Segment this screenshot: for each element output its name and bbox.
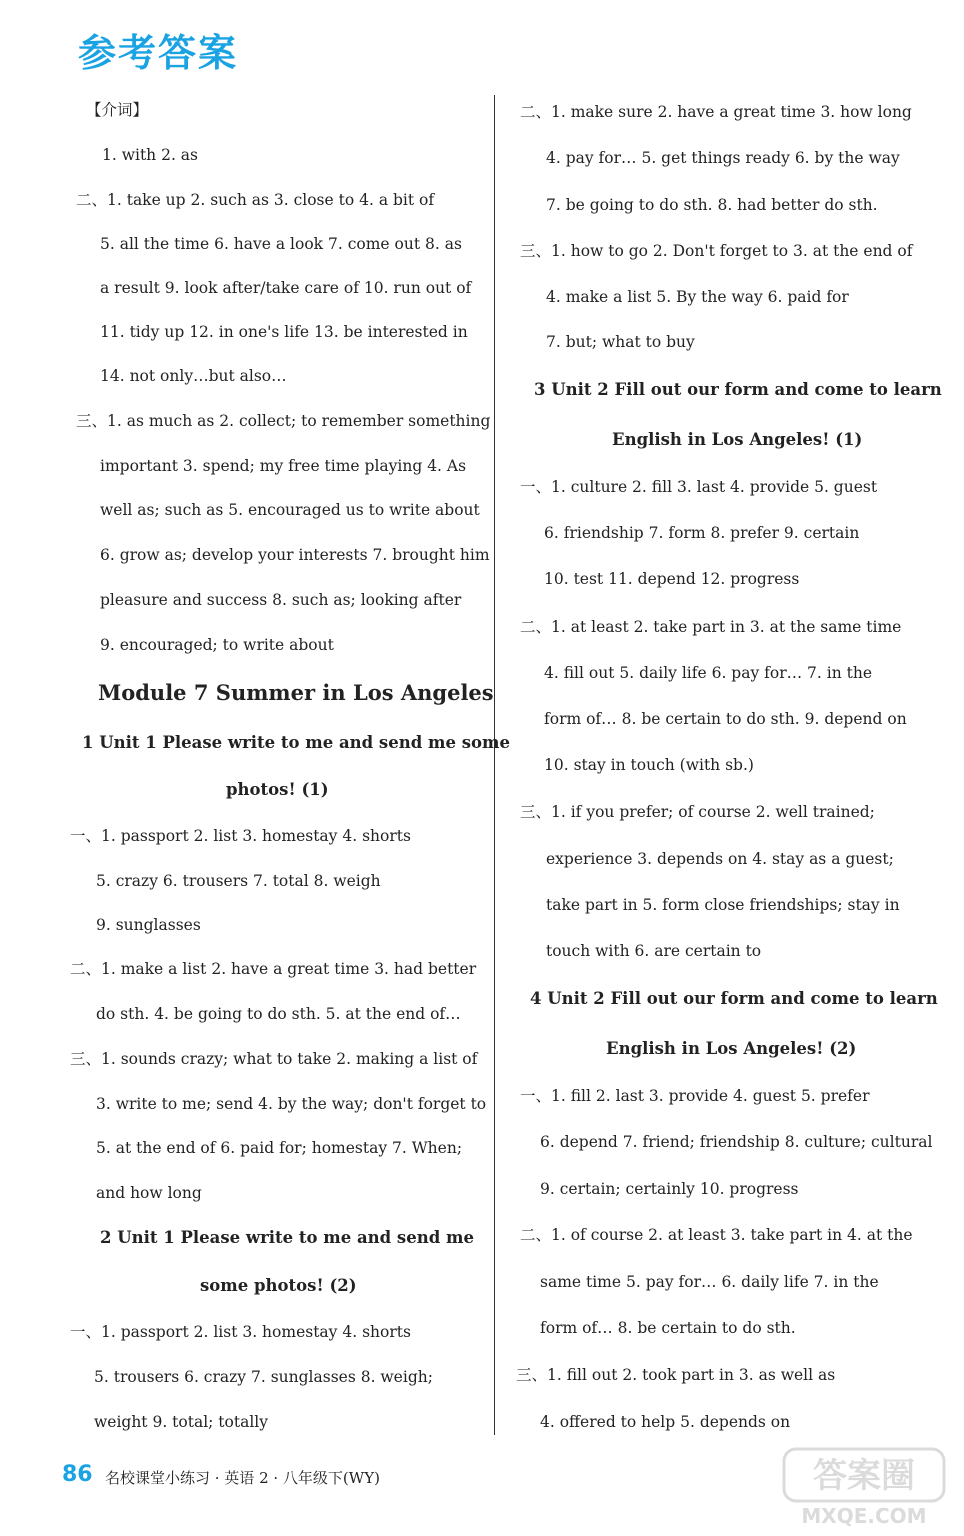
book-title: 名校课堂小练习 · 英语 2 · 八年级下(WY) [105,1469,380,1487]
section-heading: some photos! (2) [200,1276,357,1295]
section-heading: 2 Unit 1 Please write to me and send me [100,1228,474,1247]
watermark-url: MXQE.COM [801,1504,927,1528]
answer-line: 4. offered to help 5. depends on [540,1413,791,1431]
page-title: 参考答案 [78,31,239,75]
answer-line: 4. make a list 5. By the way 6. paid for [546,288,849,306]
answer-line: important 3. spend; my free time playing 4. As [100,457,467,475]
answer-line: a result 9. look after/take care of 10. run out of [100,279,472,297]
answer-line: 三、1. how to go 2. Don't forget to 3. at the end of [520,242,913,260]
module-title: Module 7 Summer in Los Angeles [98,680,494,705]
answer-line: 5. trousers 6. crazy 7. sunglasses 8. weigh; [94,1368,433,1386]
section-heading: 1 Unit 1 Please write to me and send me some [82,733,510,752]
answer-line: 10. test 11. depend 12. progress [544,570,800,588]
answer-line: 二、1. at least 2. take part in 3. at the same time [520,618,902,636]
section-heading: English in Los Angeles! (1) [612,430,863,449]
answer-line: take part in 5. form close friendships; stay in [546,896,900,914]
answer-line: 7. but; what to buy [546,333,695,351]
answer-line: pleasure and success 8. such as; looking after [100,591,462,609]
answer-line: do sth. 4. be going to do sth. 5. at the end of… [96,1005,461,1023]
answer-line: 5. crazy 6. trousers 7. total 8. weigh [96,872,381,890]
answer-line: 9. certain; certainly 10. progress [540,1180,799,1198]
answer-line: 一、1. fill 2. last 3. provide 4. guest 5. prefer [520,1087,870,1105]
answer-line: and how long [96,1184,202,1202]
section-heading: English in Los Angeles! (2) [606,1039,857,1058]
answer-line: 二、1. make a list 2. have a great time 3. had better [70,960,477,978]
answer-line: 9. sunglasses [96,916,201,934]
answer-line: 5. all the time 6. have a look 7. come out 8. as [100,235,462,253]
answer-line: 4. fill out 5. daily life 6. pay for… 7. in the [544,664,873,682]
answer-line: 7. be going to do sth. 8. had better do sth. [546,196,878,214]
answer-line: 6. grow as; develop your interests 7. brought him [100,546,490,564]
answer-line: 1. with 2. as [102,146,198,164]
answer-line: 11. tidy up 12. in one's life 13. be interested in [100,323,468,341]
answer-line: 【介词】 [86,101,149,119]
answer-line: 一、1. culture 2. fill 3. last 4. provide 5. guest [520,478,878,496]
answer-line: 三、1. sounds crazy; what to take 2. making a list of [70,1050,478,1068]
page-number: 86 [62,1462,93,1487]
column-divider [494,95,495,1435]
answer-line: 10. stay in touch (with sb.) [544,756,754,774]
answer-line: 三、1. as much as 2. collect; to remember something [76,412,491,430]
answer-line: same time 5. pay for… 6. daily life 7. in the [540,1273,879,1291]
section-heading: photos! (1) [226,780,329,799]
answer-line: touch with 6. are certain to [546,942,762,960]
answer-line: experience 3. depends on 4. stay as a guest; [546,850,894,868]
answer-line: 一、1. passport 2. list 3. homestay 4. shorts [70,1323,411,1341]
answer-line: form of… 8. be certain to do sth. [540,1319,796,1337]
answer-line: 5. at the end of 6. paid for; homestay 7. When; [96,1139,463,1157]
answer-line: 三、1. fill out 2. took part in 3. as well as [516,1366,836,1384]
section-heading: 4 Unit 2 Fill out our form and come to learn [530,989,938,1008]
answer-line: 6. depend 7. friend; friendship 8. culture; cultural [540,1133,933,1151]
watermark-text: 答案圈 [813,1456,915,1496]
answer-line: weight 9. total; totally [94,1413,269,1431]
answer-line: 9. encouraged; to write about [100,636,334,654]
watermark-logo [782,1445,952,1530]
answer-line: 6. friendship 7. form 8. prefer 9. certain [544,524,860,542]
answer-line: 14. not only…but also… [100,367,287,385]
answer-line: 二、1. of course 2. at least 3. take part in 4. at the [520,1226,913,1244]
section-heading: 3 Unit 2 Fill out our form and come to learn [534,380,942,399]
answer-line: 二、1. make sure 2. have a great time 3. how long [520,103,912,121]
answer-line: form of… 8. be certain to do sth. 9. depend on [544,710,907,728]
answer-line: 4. pay for… 5. get things ready 6. by the way [546,149,900,167]
answer-line: 二、1. take up 2. such as 3. close to 4. a bit of [76,191,435,209]
answer-line: 一、1. passport 2. list 3. homestay 4. shorts [70,827,411,845]
answer-line: 三、1. if you prefer; of course 2. well trained; [520,803,875,821]
answer-line: well as; such as 5. encouraged us to write about [100,501,480,519]
answer-line: 3. write to me; send 4. by the way; don't forget to [96,1095,487,1113]
